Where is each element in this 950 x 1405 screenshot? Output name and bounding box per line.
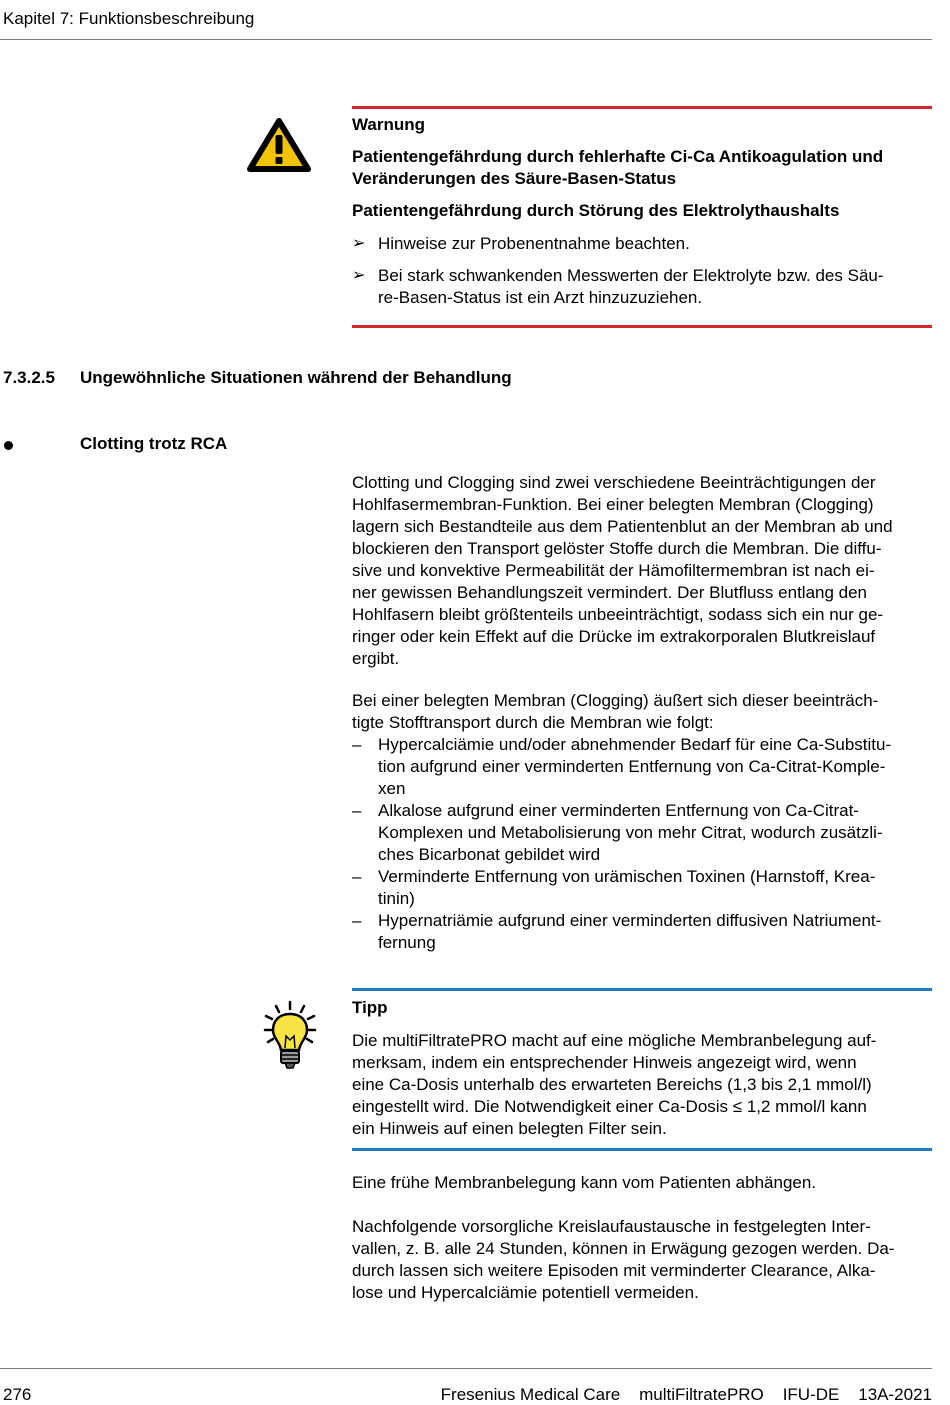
text-line: lose und Hypercalciämie potentiell vermeiden.	[352, 1283, 699, 1302]
dash-item-line: tinin)	[378, 889, 415, 908]
footer-product: multiFiltratePRO	[639, 1385, 764, 1404]
dash-item-line: Hypernatriämie aufgrund einer verminderten diffusiven Natriument-	[378, 911, 882, 930]
warning-icon-wrap	[246, 117, 312, 173]
dash-list-item	[0, 866, 950, 910]
warning-bottom-rule	[352, 325, 932, 328]
footer-version: 13A-2021	[858, 1385, 932, 1404]
text-line: ergibt.	[352, 649, 400, 668]
dash-item-line: xen	[378, 779, 406, 798]
dash-bullet: –	[352, 801, 362, 820]
dash-item-line: Verminderte Entfernung von urämischen Toxinen (Harnstoff, Krea-	[378, 867, 876, 886]
text-line: sive und konvektive Permeabilität der Hämofiltermembran ist nach ei-	[352, 561, 875, 580]
text-line: Hohlfasermembran-Funktion. Bei einer belegten Membran (Clogging)	[352, 495, 874, 514]
footer-divider	[0, 1368, 932, 1369]
warning-item-line: Bei stark schwankenden Messwerten der Elektrolyte bzw. des Säu-	[378, 266, 884, 285]
chapter-header: Kapitel 7: Funktionsbeschreibung	[3, 9, 255, 28]
text-line: durch lassen sich weitere Episoden mit verminderter Clearance, Alka-	[352, 1261, 876, 1280]
tip-body	[352, 1030, 927, 1140]
dash-item-line: Komplexen und Metabolisierung von mehr Citrat, wodurch zusätzli-	[378, 823, 883, 842]
tip-icon-wrap	[262, 1000, 318, 1072]
footer-info	[441, 1385, 932, 1405]
warning-heading-2: Patientengefährdung durch Störung des Elektrolythaushalts	[352, 201, 840, 220]
text-line: Nachfolgende vorsorgliche Kreislaufaustausche in festgelegten Inter-	[352, 1217, 871, 1236]
warning-heading-1-line-1: Patientengefährdung durch fehlerhafte Ci-Ca Antikoagulation und	[352, 147, 884, 166]
text-line: Die multiFiltratePRO macht auf eine mögliche Membranbelegung auf-	[352, 1031, 877, 1050]
warning-item-line: re-Basen-Status ist ein Arzt hinzuzuziehen.	[378, 288, 703, 307]
tip-title: Tipp	[352, 998, 388, 1017]
paragraph-1	[352, 472, 927, 670]
text-line: Hohlfasern bleibt größtenteils unbeeinträchtigt, sodass sich ein nur ge-	[352, 605, 884, 624]
text-line: ringer oder kein Effekt auf die Drücke im extrakorporalen Blutkreislauf	[352, 627, 876, 646]
dash-list-item	[0, 800, 950, 866]
dash-list-item	[0, 734, 950, 800]
tip-top-rule	[352, 988, 932, 991]
warning-list-item	[0, 233, 950, 255]
text-line: tigte Stofftransport durch die Membran wie folgt:	[352, 713, 714, 732]
bullet-dot-icon	[4, 441, 13, 450]
text-line: eingestellt wird. Die Notwendigkeit einer Ca-Dosis ≤ 1,2 mmol/l kann	[352, 1097, 867, 1116]
dash-item-line: fernung	[378, 933, 436, 952]
arrow-bullet-icon: ➢	[352, 235, 366, 252]
text-line: vallen, z. B. alle 24 Stunden, können in Erwägung gezogen werden. Da-	[352, 1239, 895, 1258]
text-line: Eine frühe Membranbelegung kann vom Patienten abhängen.	[352, 1173, 817, 1192]
text-line: ein Hinweis auf einen belegten Filter sein.	[352, 1119, 667, 1138]
text-line: Clotting und Clogging sind zwei verschiedene Beeinträchtigungen der	[352, 473, 876, 492]
dash-item-line: ches Bicarbonat gebildet wird	[378, 845, 601, 864]
text-line: Bei einer belegten Membran (Clogging) äußert sich dieser beeinträch-	[352, 691, 879, 710]
warning-heading-1-line-2: Veränderungen des Säure-Basen-Status	[352, 169, 677, 188]
text-line: lagern sich Bestandteile aus dem Patientenblut an der Membran ab und	[352, 517, 893, 536]
paragraph-3	[352, 1172, 927, 1194]
page-number: 276	[3, 1385, 32, 1404]
dash-item-line: tion aufgrund einer verminderten Entfernung von Ca-Citrat-Komple-	[378, 757, 886, 776]
paragraph-2	[352, 690, 927, 734]
warning-triangle-icon	[246, 117, 312, 173]
text-line: merksam, indem ein entsprechender Hinweis angezeigt wird, wenn	[352, 1053, 857, 1072]
dash-bullet: –	[352, 735, 362, 754]
warning-title: Warnung	[352, 115, 426, 134]
text-line: eine Ca-Dosis unterhalb des erwarteten Bereichs (1,3 bis 2,1 mmol/l)	[352, 1075, 872, 1094]
lightbulb-icon	[262, 1000, 318, 1072]
dash-bullet: –	[352, 911, 362, 930]
dash-item-line: Alkalose aufgrund einer verminderten Entfernung von Ca-Citrat-	[378, 801, 859, 820]
tip-bottom-rule	[352, 1148, 932, 1151]
section-number: 7.3.2.5	[3, 368, 55, 387]
paragraph-4	[352, 1216, 927, 1304]
arrow-bullet-icon: ➢	[352, 267, 366, 284]
header-divider	[0, 39, 932, 40]
footer-doc: IFU-DE	[782, 1385, 840, 1404]
dash-bullet: –	[352, 867, 362, 886]
footer-company: Fresenius Medical Care	[440, 1385, 621, 1404]
warning-top-rule	[352, 106, 932, 109]
text-line: ner gewissen Behandlungszeit vermindert. Der Blutfluss entlang den	[352, 583, 868, 602]
warning-list-item	[0, 265, 950, 309]
dash-item-line: Hypercalciämie und/oder abnehmender Bedarf für eine Ca-Substitu-	[378, 735, 892, 754]
dash-list-item	[0, 910, 950, 954]
section-title: Ungewöhnliche Situationen während der Behandlung	[80, 368, 512, 387]
text-line: blockieren den Transport gelöster Stoffe durch die Membran. Die diffu-	[352, 539, 882, 558]
subsection-title: Clotting trotz RCA	[80, 434, 228, 453]
warning-item-line: Hinweise zur Probenentnahme beachten.	[378, 234, 690, 253]
